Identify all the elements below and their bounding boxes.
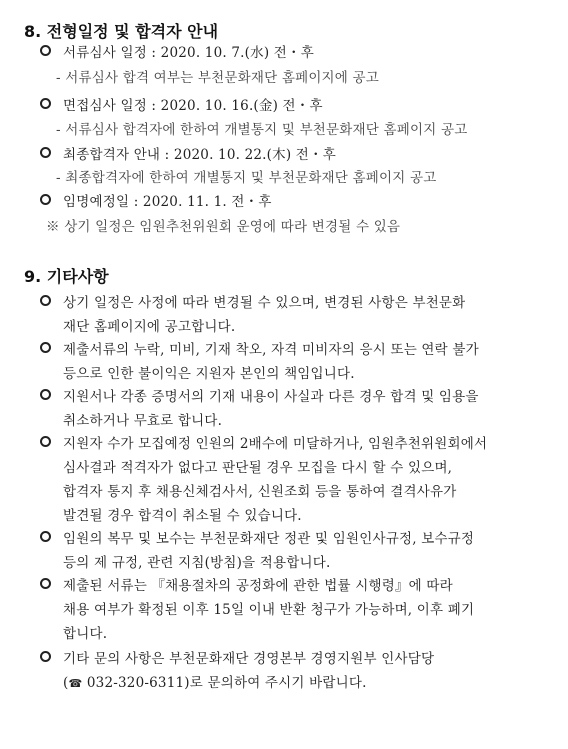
bullet-circle (40, 389, 51, 400)
notice-item-1-line-1: 상기 일정은 사정에 따라 변경될 수 있으며, 변경된 사항은 부천문화 (63, 295, 466, 311)
notice-item-6-line-2: 채용 여부가 확정된 이후 15일 이내 반환 청구가 가능하며, 이후 폐기 (63, 602, 475, 618)
schedule-document-review: 서류심사 일정 : 2020. 10. 7.(水) 전・후 (63, 45, 314, 61)
notice-item-6-line-3: 합니다. (63, 626, 108, 642)
notice-item-6-line-1: 제출된 서류는 『채용절차의 공정화에 관한 법률 시행령』에 따라 (63, 578, 453, 594)
notice-item-1-line-2: 재단 홈페이지에 공고합니다. (63, 319, 236, 335)
notice-item-7-line-1: 기타 문의 사항은 부천문화재단 경영본부 경영지원부 인사담당 (63, 651, 435, 667)
contact-open-paren: ( (63, 675, 69, 691)
notice-item-5-line-1: 임원의 복무 및 보수는 부천문화재단 정관 및 임원인사규정, 보수규정 (63, 531, 475, 547)
notice-item-3-line-1: 지원서나 각종 증명서의 기재 내용이 사실과 다른 경우 합격 및 임용을 (63, 389, 479, 405)
notice-item-3-line-2: 취소하거나 무효로 합니다. (63, 413, 223, 429)
bullet-circle (40, 578, 51, 589)
bullet-circle (40, 295, 51, 306)
contact-instruction: )로 문의하여 주시기 바랍니다. (184, 675, 367, 691)
schedule-interview: 면접심사 일정 : 2020. 10. 16.(金) 전・후 (63, 98, 323, 114)
schedule-final-announcement: 최종합격자 안내 : 2020. 10. 22.(木) 전・후 (63, 147, 336, 163)
schedule-final-announcement-note: - 최종합격자에 한하여 개별통지 및 부천문화재단 홈페이지 공고 (56, 170, 437, 186)
schedule-remark: ※ 상기 일정은 임원추천위원회 운영에 따라 변경될 수 있음 (46, 219, 401, 235)
notice-item-2-line-2: 등으로 인한 불이익은 지원자 본인의 책임입니다. (63, 366, 355, 382)
bullet-circle (40, 98, 51, 109)
bullet-circle (40, 342, 51, 353)
section-9-heading: 9. 기타사항 (24, 267, 109, 286)
schedule-document-review-note: - 서류심사 합격 여부는 부천문화재단 홈페이지에 공고 (56, 70, 380, 86)
phone-icon: ☎ (68, 677, 83, 690)
notice-item-4-line-4: 발견될 경우 합격이 취소될 수 있습니다. (63, 508, 302, 524)
bullet-circle (40, 45, 51, 56)
notice-item-4-line-3: 합격자 통지 후 채용신체검사서, 신원조회 등을 통하여 결격사유가 (63, 484, 457, 500)
section-8-heading: 8. 전형일정 및 합격자 안내 (24, 22, 219, 41)
contact-line (63, 671, 367, 691)
bullet-circle (40, 194, 51, 205)
schedule-appointment-date: 임명예정일 : 2020. 11. 1. 전・후 (63, 194, 272, 210)
notice-item-5-line-2: 등의 제 규정, 관련 지침(방침)을 적용합니다. (63, 555, 331, 571)
notice-item-4-line-2: 심사결과 적격자가 없다고 판단될 경우 모집을 다시 할 수 있으며, (63, 460, 453, 476)
notice-item-4-line-1: 지원자 수가 모집예정 인원의 2배수에 미달하거나, 임원추천위원회에서 (63, 436, 488, 452)
bullet-circle (40, 147, 51, 158)
bullet-circle (40, 436, 51, 447)
bullet-circle (40, 651, 51, 662)
contact-phone-number: 032-320-6311 (82, 675, 185, 691)
schedule-interview-note: - 서류심사 합격자에 한하여 개별통지 및 부천문화재단 홈페이지 공고 (56, 122, 468, 138)
notice-item-2-line-1: 제출서류의 누락, 미비, 기재 착오, 자격 미비자의 응시 또는 연락 불가 (63, 342, 479, 358)
bullet-circle (40, 531, 51, 542)
